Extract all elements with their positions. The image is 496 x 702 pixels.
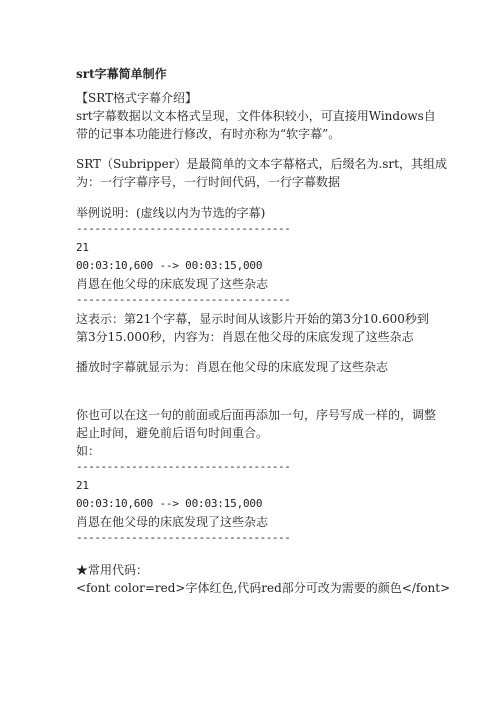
dashed-separator: -----------------------------------	[76, 222, 291, 235]
example2-subtitle-text: 肖恩在他父母的床底发现了这些杂志	[76, 515, 269, 529]
intro-line-1: srt字幕数据以文本格式呈现，文件体积较小，可直接用Windows自	[76, 109, 436, 123]
explain-line-1: 这表示：第21个字幕，显示时间从该影片开始的第3分10.600秒到	[76, 312, 429, 326]
description-line-2: 为：一行字幕序号，一行时间代码，一行字幕数据	[76, 175, 341, 189]
intro-line-2: 带的记事本功能进行修改，有时亦称为“软字幕”。	[76, 127, 341, 141]
example-label: 举例说明：(虚线以内为节选的字幕)	[76, 206, 266, 220]
add-line-2: 起止时间，避免前后语句时间重合。	[76, 426, 269, 440]
example2-timecode: 00:03:10,600 --> 00:03:15,000	[76, 497, 263, 510]
description-line-1: SRT（Subripper）是最简单的文本字幕格式，后缀名为.srt，其组成	[76, 157, 447, 171]
code-line: <font color=red>字体红色,代码red部分可改为需要的颜色</font>	[76, 581, 451, 595]
add-line-1: 你也可以在这一句的前面或后面再添加一句，序号写成一样的，调整	[76, 408, 437, 422]
display-line: 播放时字幕就显示为：肖恩在他父母的床底发现了这些杂志	[76, 360, 389, 374]
example2-label: 如：	[76, 444, 101, 458]
dashed-separator: -----------------------------------	[76, 460, 291, 473]
codes-heading: ★常用代码：	[76, 563, 149, 577]
document-title: srt字幕简单制作	[76, 67, 167, 81]
section-heading: 【SRT格式字幕介绍】	[76, 91, 198, 105]
explain-line-2: 第3分15.000秒，内容为：肖恩在他父母的床底发现了这些杂志	[76, 330, 414, 344]
example-index: 21	[76, 241, 89, 254]
example-timecode: 00:03:10,600 --> 00:03:15,000	[76, 259, 263, 272]
dashed-separator: -----------------------------------	[76, 293, 291, 306]
dashed-separator: -----------------------------------	[76, 531, 291, 544]
example-subtitle-text: 肖恩在他父母的床底发现了这些杂志	[76, 277, 269, 291]
example2-index: 21	[76, 479, 89, 492]
